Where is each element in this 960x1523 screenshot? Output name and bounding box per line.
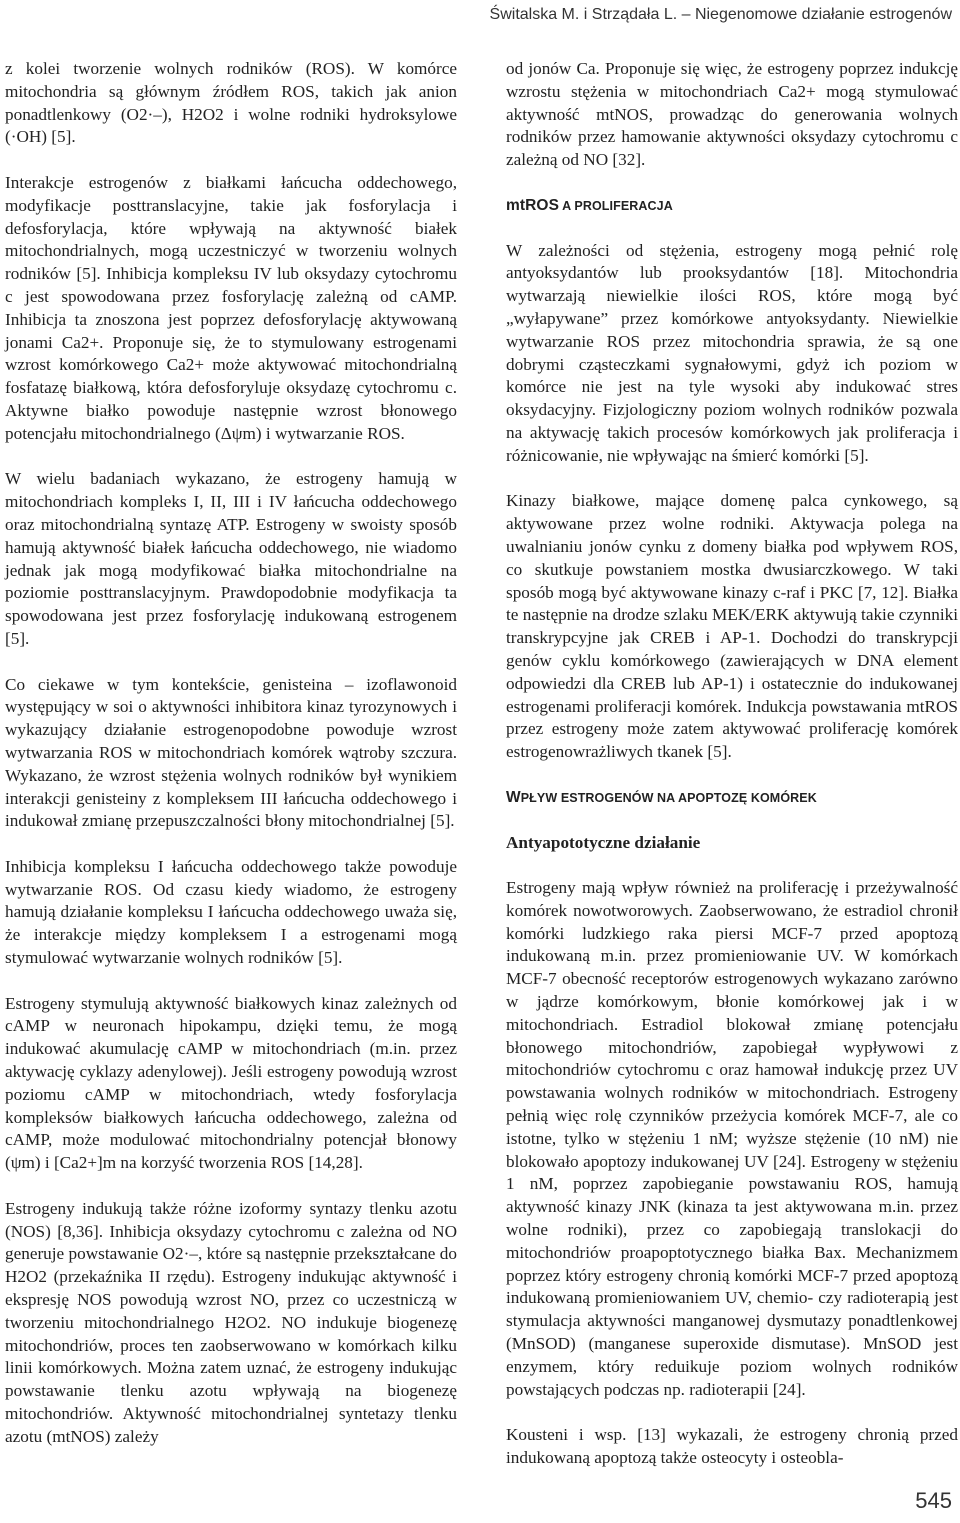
heading-part: mtROS: [506, 196, 560, 214]
subsection-heading: Antyapototyczne działanie: [506, 832, 701, 852]
section-heading-mtros-proliferacja: [506, 195, 958, 217]
paragraph: Kinazy białkowe, mające domenę palca cynkowego, są aktywowane przez wolne rodniki. Aktywacja polega na uwalnianiu jonów cynku z domeny białka pod wpływem ROS, co skutkuje powstaniem mostka dwusiarczkowego. W taki sposób mogą być aktywowane kinazy c-raf i PKC [7, 12]. Białka te następnie na drodze szlaku MEK/ERK aktywują takie czynniki transkrypcyjne jak CREB i AP-1. Dochodzi do transkrypcji genów cyklu komórkowego (zawierających w DNA element odpowiedzi dla CREB lub AP-1) i ostatecznie do indukowanej estrogenami proliferacji komórek. Indukcja powstawania mtROS przez estrogeny może zatem aktywować proliferację komórek estrogenowrażliwych tkanek [5].: [506, 491, 958, 762]
paragraph: W zależności od stężenia, estrogeny mogą pełnić rolę antyoksydantów lub prooksydantów [18]. Mitochondria wytwarzają niewielkie ilości ROS, które mogą być „wyłapywane” przez komórkowe antyoksydanty. Niewielkie wytwarzanie ROS przez mitochondria sprawia, że są one dobrymi cząsteczkami sygnałowymi, gdyż ich poziom w komórce nie jest na tyle wysoki aby indukować stres oksydacyjny. Fizjologiczny poziom wolnych rodników pozwala na aktywację takich procesów komórkowych jak proliferacja i różnicowanie, nie wpływając na śmierć komórki [5].: [506, 240, 958, 465]
page-number: 545: [915, 1488, 952, 1513]
paragraph: W wielu badaniach wykazano, że estrogeny hamują w mitochondriach kompleks I, II, III i IV łańcucha oddechowego oraz mitochondrialną syntazę ATP. Estrogeny w swoisty sposób hamują aktywność białek łańcucha oddechowego, nie wiadomo jednak jak mogą modyfikować białka mitochondrialne na poziomie posttranslacyjnym. Prawdopodobnie modyfikacja ta spowodowana jest przez fosforylację indukowaną estrogenem [5].: [5, 469, 457, 648]
paragraph: Inhibicja kompleksu I łańcucha oddechowego także powoduje wytwarzanie ROS. Od czasu kiedy wiadomo, że estrogeny hamują działanie kompleksu I łańcucha oddechowego uważa się, że interakcje między kompleksem I a estrogenami mogą stymulować wytwarzanie wolnych rodników [5].: [5, 856, 457, 968]
paragraph: Estrogeny mają wpływ również na proliferację i przeżywalność komórek nowotworowych. Zaobserwowano, że estradiol chronił komórki ludzkiego raka piersi MCF-7 przed apoptozą indukowaną m.in. przez promieniowanie UV. W komórkach MCF-7 obecność receptorów estrogenowych wykazano zarówno w jądrze komórkowym, błonie komórkowej jak i w mitochondriach. Estradiol blokował zmianę potencjału błonowego mitochondriów, zapobiegał wypływowi z mitochondriów cytochromu c oraz hamował indukcję przez UV powstawania wolnych rodników w mitochondriach. Estrogeny pełnią więc rolę czynników przeżycia komórek MCF-7, ale co istotne, tylko w stężeniu 1 nM; wyższe stężenie (10 nM) nie blokowało apoptozy indukowanej UV [24]. Estrogeny w stężeniu 1 nM, poprzez zapobieganie powstawaniu ROS, hamują aktywność kinazy JNK (kinaza ta jest aktywowana m.in. przez wolne rodniki), przez co zapobiegają translokacji do mitochondriów proapoptotycznego białka Bax. Mechanizmem poprzez który estrogeny chronią komórki MCF-7 przed apoptozą indukowaną promieniowaniem UV, chemio- czy radioterapią jest stymulacja aktywności manganowej dysmutazy ponadtlenkowej (MnSOD) (manganese superoxide dismutase). MnSOD jest enzymem, który reduikuje poziom wolnych rodników powstających podczas np. radioterapii [24].: [506, 878, 958, 1399]
heading-part: W: [506, 788, 521, 806]
paragraph: Kousteni i wsp. [13] wykazali, że estrogeny chronią przed indukowaną apoptozą także osteocyty i osteobla-: [506, 1425, 958, 1468]
paragraph: Estrogeny indukują także różne izoformy syntazy tlenku azotu (NOS) [8,36]. Inhibicja oksydazy cytochromu c zależna od NO generuje powstawanie O2·–, które są następnie przekształcane do H2O2 (przekaźnika II rzędu). Estrogeny indukując aktywność i ekspresję NOS powodują wzrost NO, przez co uczestniczą w tworzeniu mitochondrialnego H2O2. NO indukuje biogenezę mitochondriów, proces ten zaobserwowano w komórkach kilku linii komórkowych. Można zatem uznać, że estrogeny indukując powstawanie tlenku azotu wpływają na biogenezę mitochondriów. Aktywność mitochondrialnej syntetazy tlenku azotu (mtNOS) zależy: [5, 1198, 457, 1446]
heading-part: PŁYW ESTROGENÓW NA APOPTOZĘ KOMÓREK: [520, 790, 817, 805]
section-heading-apoptoza: [506, 787, 958, 809]
paragraph: z kolei tworzenie wolnych rodników (ROS). W komórce mitochondria są głównym źródłem ROS, takich jak anion ponadtlenkowy (O2·–), H2O2 i wolne rodniki hydroksylowe (·OH) [5].: [5, 59, 457, 147]
paragraph: od jonów Ca. Proponuje się więc, że estrogeny poprzez indukcję wzrostu stężenia w mitochondriach Ca2+ mogą stymulować aktywność mtNOS, prowadząc do generowania wolnych rodników przez hamowanie aktywności oksydazy cytochromu c zależną od NO [32].: [506, 59, 958, 170]
paragraph: Estrogeny stymulują aktywność białkowych kinaz zależnych od cAMP w neuronach hipokampu, dzięki temu, że mogą indukować akumulację cAMP w mitochondriach (m.in. przez aktywację cyklazy adenylowej). Jeśli estrogeny powodują wzrost poziomu cAMP w mitochondriach, wtedy fosforylacja kompleksów białkowych łańcucha oddechowego, zależna od cAMP, może modulować mitochondrialny potencjał błonowy (ψm) i [Ca2+]m na korzyść tworzenia ROS [14,28].: [5, 993, 457, 1173]
paragraph: Interakcje estrogenów z białkami łańcucha oddechowego, modyfikacje posttranslacyjne, takie jak fosforylacja i defosforylacja, które wpływają na aktywność białek mitochondrialnych, mogą uczestniczyć w tworzeniu wolnych rodników [5]. Inhibicja kompleksu IV lub oksydazy cytochromu c jest spowodowana przez fosforylację zależną od cAMP. Inhibicja ta znoszona jest poprzez defosforylację aktywowaną jonami Ca2+. Proponuje się, że to stymulowany estrogenami wzrost komórkowego Ca2+ może aktywować mitochondrialną fosfatazę białkową, która defosforyluje oksydazę cytochromu c. Aktywne białko powoduje następnie wzrost błonowego potencjału mitochondrialnego (Δψm) i wytwarzanie ROS.: [5, 172, 457, 443]
heading-part: A PROLIFERACJA: [559, 198, 673, 213]
right-column: [506, 58, 958, 1470]
running-header: Świtalska M. i Strządała L. – Niegenomowe działanie estrogenów: [489, 6, 952, 23]
left-column: [5, 58, 457, 1449]
paragraph: Co ciekawe w tym kontekście, genisteina – izoflawonoid występujący w soi o aktywności inhibitora kinaz tyrozynowych i wykazujący działanie estrogenopodobne powoduje wzrost wytwarzania ROS w mitochondriach komórek wątroby szczura. Wykazano, że wzrost stężenia wolnych rodników był wynikiem interakcji genisteiny z kompleksem III łańcucha oddechowego i indukował zmianę przepuszczalności błony mitochondrialnej [5].: [5, 674, 457, 831]
